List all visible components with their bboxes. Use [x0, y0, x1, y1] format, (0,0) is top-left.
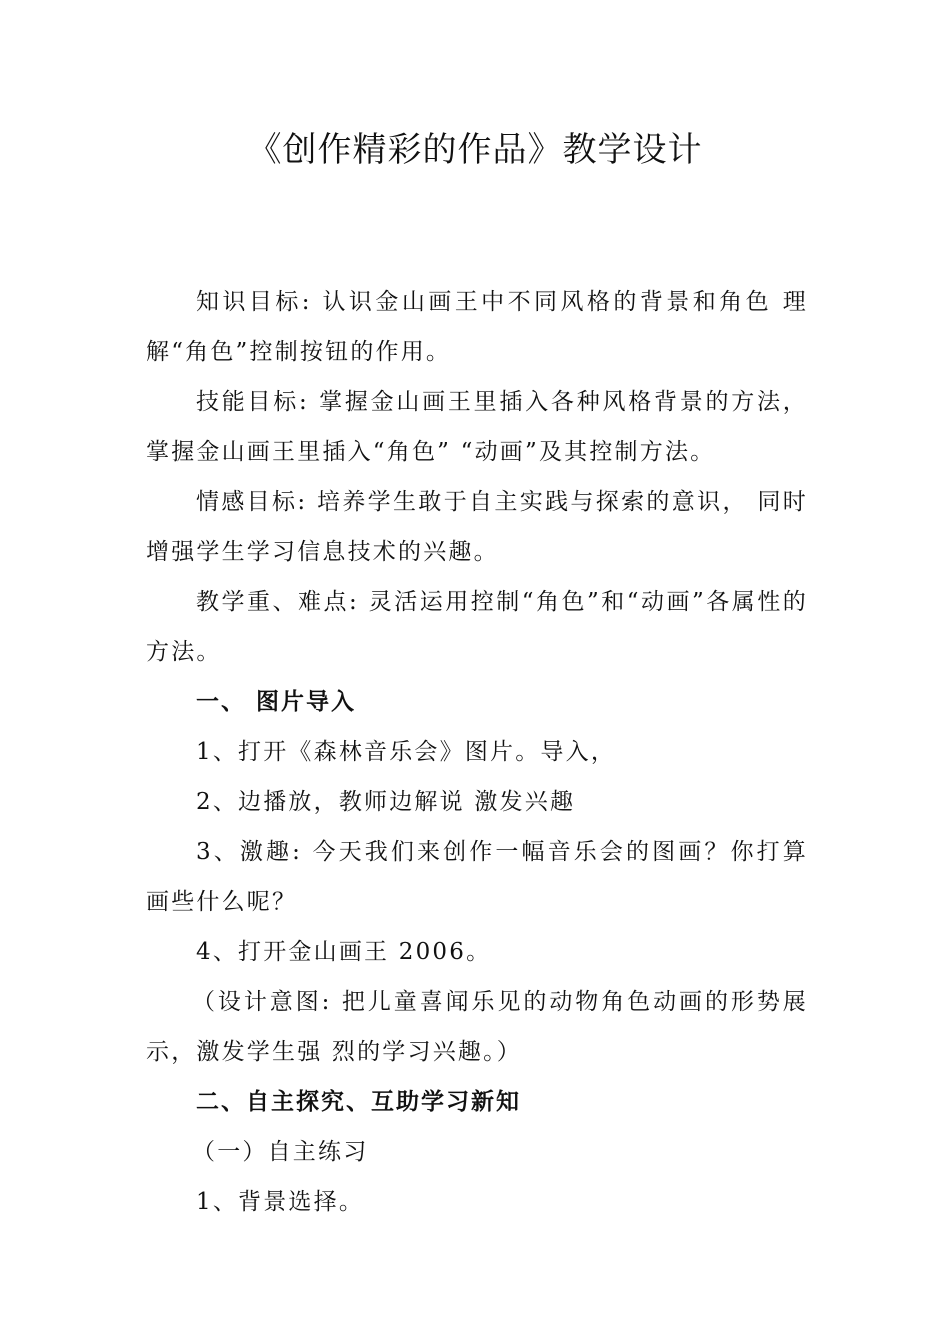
skill-objective-paragraph	[146, 377, 808, 477]
document-title: 《创作精彩的作品》教学设计	[247, 130, 703, 170]
knowledge-objective-paragraph	[146, 277, 808, 377]
key-points-paragraph	[146, 577, 808, 677]
knowledge-objective-text: 认识金山画王中不同风格的背景和角色 理解“角色”控制按钮的作用。	[146, 289, 809, 365]
emotion-objective-paragraph	[146, 477, 808, 577]
document-body	[146, 277, 808, 1227]
section-one-item-1: 1、打开《森林音乐会》图片。导入，	[196, 739, 617, 765]
knowledge-objective-label: 知识目标:	[196, 289, 312, 315]
section-one-item-2: 2、边播放，教师边解说 激发兴趣	[196, 789, 576, 815]
section-one-item-3: 3、激趣: 今天我们来创作一幅音乐会的图画？你打算画些什么呢？	[146, 839, 808, 915]
key-points-label: 教学重、难点:	[196, 589, 359, 615]
skill-objective-label: 技能目标:	[196, 389, 309, 415]
emotion-objective-label: 情感目标:	[196, 489, 308, 515]
design-intent-note: （设计意图: 把儿童喜闻乐见的动物角色动画的形势展示，激发学生强 烈的学习兴趣。）	[146, 989, 808, 1065]
key-points-text: 灵活运用控制“角色”和“动画”各属性的方法。	[146, 589, 808, 665]
section-two-subheading: （一）自主练习	[192, 1139, 369, 1165]
section-two-item-1: 1、背景选择。	[196, 1189, 365, 1215]
skill-objective-text: 掌握金山画王里插入各种风格背景的方法，掌握金山画王里插入“角色” “动画”及其控制方法。	[146, 389, 808, 465]
section-one-heading: 一、 图片导入	[196, 689, 357, 715]
section-two-heading: 二、自主探究、互助学习新知	[196, 1089, 521, 1115]
emotion-objective-text: 培养学生敢于自主实践与探索的意识， 同时增强学生学习信息技术的兴趣。	[146, 489, 809, 565]
section-one-item-4: 4、打开金山画王 2006。	[196, 939, 492, 965]
